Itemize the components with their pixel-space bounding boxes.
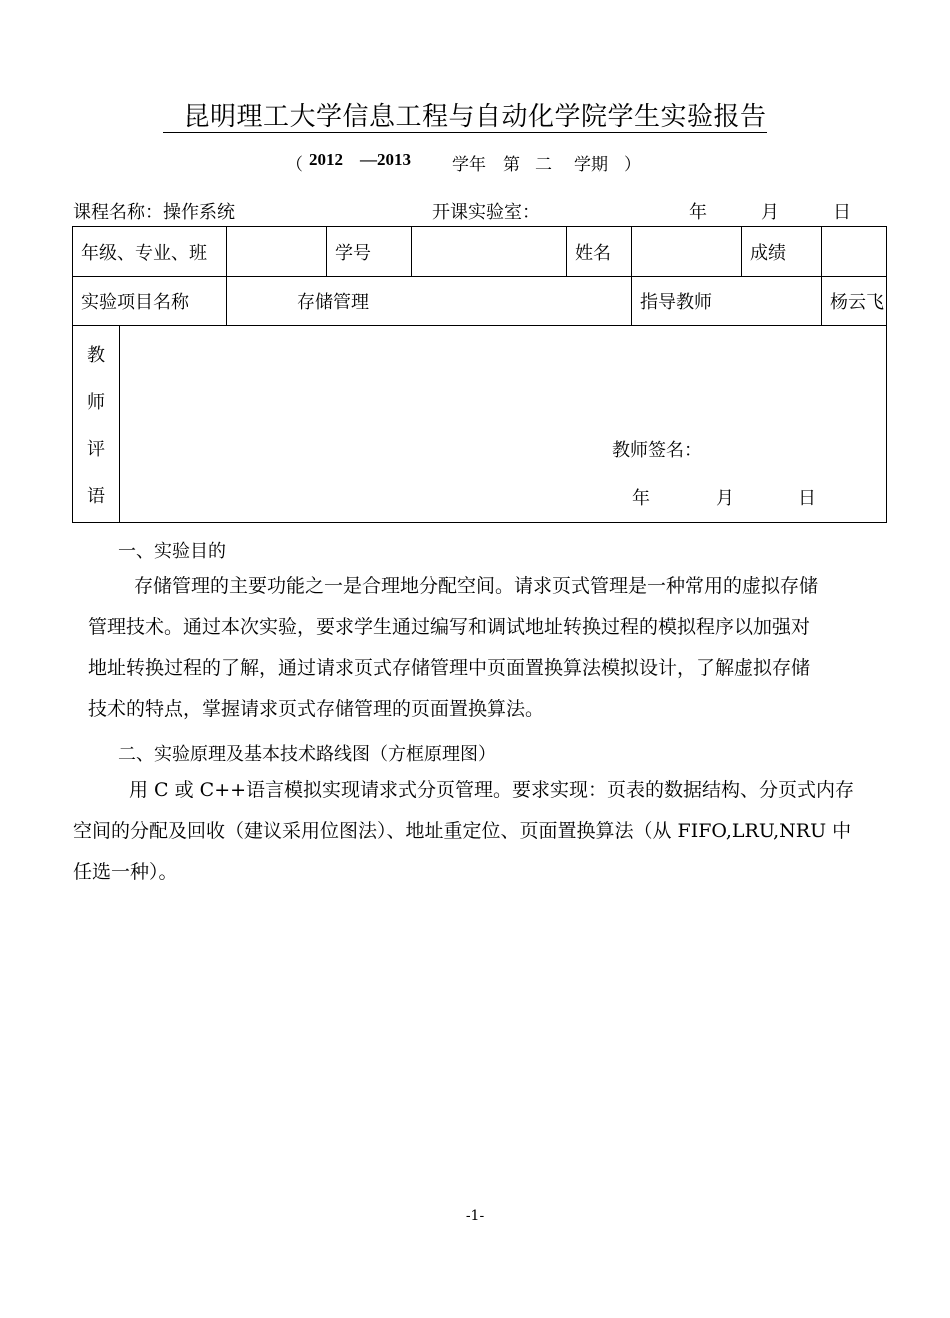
section-1-body bbox=[88, 566, 878, 730]
teacher-signature-label: 教师签名： bbox=[612, 440, 702, 461]
comment-label-char: 评 bbox=[87, 438, 105, 460]
comment-label-char: 师 bbox=[87, 391, 105, 413]
student-name-label: 姓名 bbox=[567, 227, 632, 277]
instructor-value: 杨云飞 bbox=[822, 277, 887, 326]
teacher-comment-area[interactable] bbox=[120, 326, 887, 523]
term-year-end: —2013 bbox=[360, 150, 411, 169]
term-close-paren: ） bbox=[624, 155, 641, 175]
course-name: 课程名称：操作系统 bbox=[73, 202, 235, 223]
academic-term bbox=[0, 150, 950, 174]
term-ordinal-label: 第 bbox=[503, 155, 520, 175]
date-day-label: 日 bbox=[833, 202, 851, 223]
score-label: 成绩 bbox=[742, 227, 822, 277]
report-form-table bbox=[72, 226, 887, 523]
comment-label-char: 语 bbox=[87, 485, 105, 507]
student-name-field[interactable] bbox=[632, 227, 742, 277]
sign-day-label: 日 bbox=[798, 488, 816, 509]
section-1-heading: 一、实验目的 bbox=[118, 541, 226, 562]
term-label: 学期 bbox=[574, 155, 608, 175]
term-ordinal: 二 bbox=[535, 155, 552, 175]
section-2-body bbox=[73, 770, 888, 893]
teacher-comment-label-cell bbox=[73, 326, 120, 523]
grade-major-class-label: 年级、专业、班 bbox=[73, 227, 227, 277]
section-2-heading: 二、实验原理及基本技术路线图（方框原理图） bbox=[118, 744, 496, 765]
title-underline bbox=[163, 132, 767, 133]
date-year-label: 年 bbox=[689, 202, 707, 223]
project-name-label: 实验项目名称 bbox=[73, 277, 227, 326]
student-id-field[interactable] bbox=[412, 227, 567, 277]
page-number: -1- bbox=[465, 1208, 485, 1224]
project-name-value: 存储管理 bbox=[227, 277, 632, 326]
instructor-label: 指导教师 bbox=[632, 277, 822, 326]
student-id-label: 学号 bbox=[327, 227, 412, 277]
paragraph-line: 空间的分配及回收（建议采用位图法）、地址重定位、页面置换算法（从 FIFO,LRU,NRU 中 bbox=[73, 820, 852, 842]
course-info-row bbox=[0, 198, 950, 222]
paragraph-line: 管理技术。通过本次实验，要求学生通过编写和调试地址转换过程的模拟程序以加强对 bbox=[88, 616, 811, 638]
paragraph-line: 用 C 或 C++语言模拟实现请求式分页管理。要求实现：页表的数据结构、分页式内存 bbox=[129, 779, 855, 801]
term-year-start: 2012 bbox=[309, 150, 343, 169]
report-title: 昆明理工大学信息工程与自动化学院学生实验报告 bbox=[183, 102, 767, 132]
lab-label: 开课实验室： bbox=[432, 202, 540, 223]
grade-major-class-field[interactable] bbox=[227, 227, 327, 277]
term-year-label: 学年 bbox=[452, 155, 486, 175]
paragraph-line: 任选一种）。 bbox=[73, 861, 178, 883]
paragraph-line: 技术的特点，掌握请求页式存储管理的页面置换算法。 bbox=[88, 698, 545, 720]
score-field[interactable] bbox=[822, 227, 887, 277]
term-open-paren: （ bbox=[286, 155, 303, 175]
teacher-comment-label bbox=[73, 326, 119, 522]
sign-year-label: 年 bbox=[632, 488, 650, 509]
comment-label-char: 教 bbox=[87, 344, 105, 366]
date-month-label: 月 bbox=[761, 202, 779, 223]
sign-month-label: 月 bbox=[716, 488, 734, 509]
paragraph-line: 存储管理的主要功能之一是合理地分配空间。请求页式管理是一种常用的虚拟存储 bbox=[134, 575, 819, 597]
paragraph-line: 地址转换过程的了解，通过请求页式存储管理中页面置换算法模拟设计，了解虚拟存储 bbox=[88, 657, 811, 679]
